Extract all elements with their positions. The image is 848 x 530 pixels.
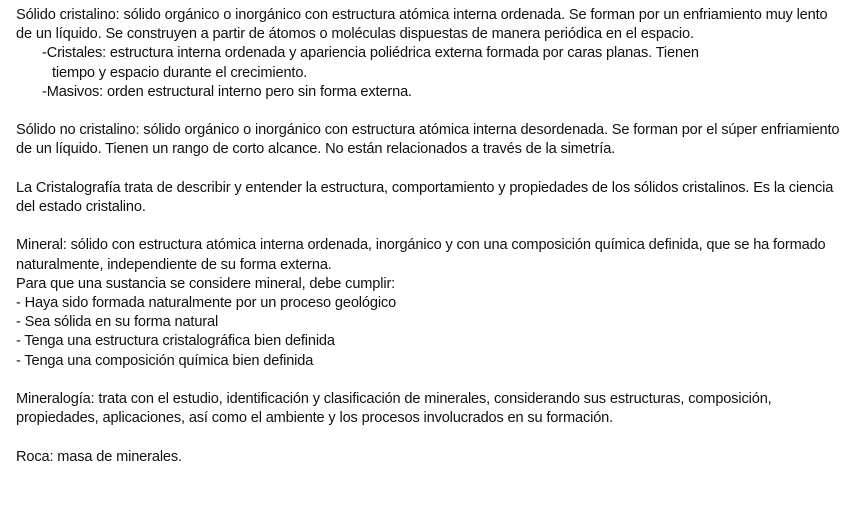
masivos-item: -Masivos: orden estructural interno pero sin forma externa. [42,83,412,100]
paragraph-gap [16,371,842,390]
mineralogia-paragraph: Mineralogía: trata con el estudio, identificación y clasificación de minerales, considerando sus estructuras, composición, propiedades, aplicaciones, así como el ambiente y los procesos involucrados en su formación. [16,391,772,427]
paragraph-gap [16,102,842,121]
document-body [16,6,842,467]
mineral-requirements-list [16,294,842,371]
paragraph-gap [16,217,842,236]
roca-paragraph: Roca: masa de minerales. [16,448,182,465]
paragraph-gap [16,428,842,447]
cristales-item [16,44,842,82]
mineral-paragraph: Mineral: sólido con estructura atómica interna ordenada, inorgánico y con una composición química definida, que se ha formado naturalmente, independiente de su forma externa. [16,237,826,273]
solido-cristalino-paragraph: Sólido cristalino: sólido orgánico o inorgánico con estructura atómica interna ordenada. Se forman por un enfriamiento muy lento de un líquido. Se construyen a partir de átomos o moléculas dispuestas de manera periódica en el espacio. [16,7,828,43]
cristales-line-2: tiempo y espacio durante el crecimiento. [52,64,308,81]
cristalografia-paragraph: La Cristalografía trata de describir y entender la estructura, comportamiento y propiedades de los sólidos cristalinos. Es la ciencia del estado cristalino. [16,179,834,215]
cristales-line-1: -Cristales: estructura interna ordenada y apariencia poliédrica externa formada por caras planas. Tienen [42,45,699,62]
paragraph-gap [16,160,842,179]
list-item: - Tenga una composición química bien definida [16,352,314,369]
list-item: - Sea sólida en su forma natural [16,314,219,331]
list-item: - Haya sido formada naturalmente por un proceso geológico [16,295,397,311]
mineral-requirements-intro: Para que una sustancia se considere mineral, debe cumplir: [16,275,396,292]
solido-no-cristalino-paragraph: Sólido no cristalino: sólido orgánico o inorgánico con estructura atómica interna desordenada. Se forman por el súper enfriamiento de un líquido. Tienen un rango de corto alcance. No están relacionados a través de la simetría. [16,122,840,158]
list-item: - Tenga una estructura cristalográfica bien definida [16,333,335,350]
